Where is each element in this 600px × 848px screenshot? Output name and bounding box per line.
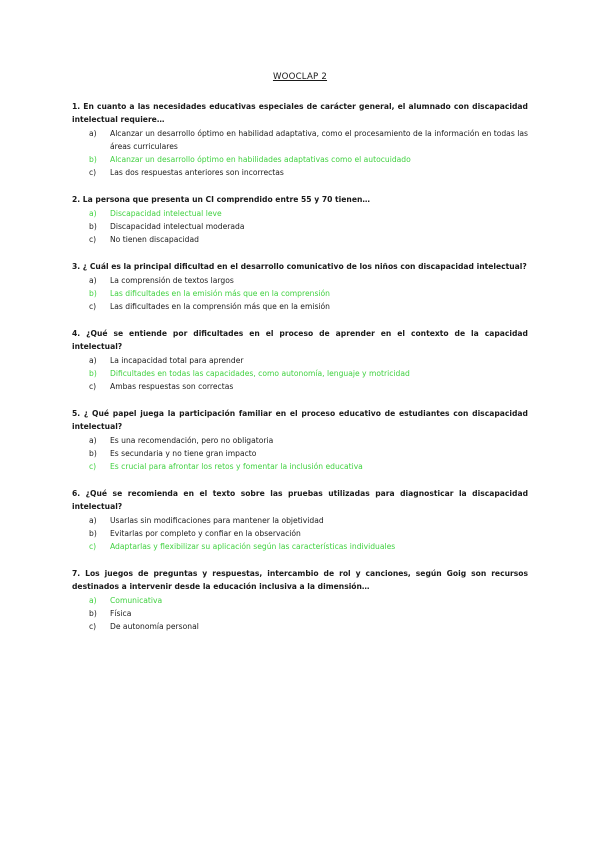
answer-option xyxy=(72,233,528,246)
option-letter: a) xyxy=(89,129,97,138)
option-text: Alcanzar un desarrollo óptimo en habilidad adaptativa, como el procesamiento de la información en todas las áreas curriculares xyxy=(110,129,528,151)
answer-option xyxy=(72,620,528,633)
answer-option-correct xyxy=(72,594,528,607)
option-letter: a) xyxy=(89,436,97,445)
option-text: Evitarlas por completo y confiar en la observación xyxy=(110,529,301,538)
option-text: La comprensión de textos largos xyxy=(110,276,234,285)
option-letter: a) xyxy=(89,356,97,365)
option-text: Las dificultades en la comprensión más que en la emisión xyxy=(110,302,330,311)
question-block xyxy=(72,487,528,553)
question-block xyxy=(72,407,528,473)
option-text: Usarlas sin modificaciones para mantener la objetividad xyxy=(110,516,324,525)
answer-option xyxy=(72,300,528,313)
question-text: 4. ¿Qué se entiende por dificultades en el proceso de aprender en el contexto de la capacidad intelectual? xyxy=(72,329,528,351)
option-letter: b) xyxy=(89,289,97,298)
answer-option xyxy=(72,527,528,540)
answer-option xyxy=(72,127,528,153)
option-text: Discapacidad intelectual leve xyxy=(110,209,222,218)
option-text: No tienen discapacidad xyxy=(110,235,199,244)
answer-option-correct xyxy=(72,207,528,220)
question-list xyxy=(72,100,528,647)
option-text: Física xyxy=(110,609,132,618)
option-letter: a) xyxy=(89,209,97,218)
option-text: Es crucial para afrontar los retos y fomentar la inclusión educativa xyxy=(110,462,363,471)
option-letter: b) xyxy=(89,222,97,231)
answer-option xyxy=(72,434,528,447)
option-text: Las dos respuestas anteriores son incorrectas xyxy=(110,168,284,177)
answer-option xyxy=(72,380,528,393)
option-text: Ambas respuestas son correctas xyxy=(110,382,234,391)
question-block xyxy=(72,193,528,246)
option-text: De autonomía personal xyxy=(110,622,199,631)
option-letter: c) xyxy=(89,302,97,311)
option-letter: b) xyxy=(89,609,97,618)
option-letter: b) xyxy=(89,155,97,164)
option-text: Dificultades en todas las capacidades, como autonomía, lenguaje y motricidad xyxy=(110,369,410,378)
option-letter: c) xyxy=(89,382,97,391)
answer-option xyxy=(72,447,528,460)
option-letter: a) xyxy=(89,596,97,605)
option-letter: b) xyxy=(89,369,97,378)
option-letter: b) xyxy=(89,529,97,538)
answer-option xyxy=(72,274,528,287)
question-block xyxy=(72,100,528,179)
option-text: Discapacidad intelectual moderada xyxy=(110,222,245,231)
question-block xyxy=(72,567,528,633)
option-text: Las dificultades en la emisión más que en la comprensión xyxy=(110,289,330,298)
question-text: 2. La persona que presenta un CI comprendido entre 55 y 70 tienen… xyxy=(72,195,370,204)
answer-option xyxy=(72,607,528,620)
option-letter: b) xyxy=(89,449,97,458)
option-text: Comunicativa xyxy=(110,596,163,605)
answer-option-correct xyxy=(72,460,528,473)
option-text: Es una recomendación, pero no obligatoria xyxy=(110,436,274,445)
option-letter: c) xyxy=(89,168,97,177)
option-text: La incapacidad total para aprender xyxy=(110,356,244,365)
answer-option-correct xyxy=(72,153,528,166)
option-text: Adaptarlas y flexibilizar su aplicación según las características individuales xyxy=(110,542,396,551)
answer-option xyxy=(72,166,528,179)
option-text: Es secundaria y no tiene gran impacto xyxy=(110,449,257,458)
question-text: 5. ¿ Qué papel juega la participación familiar en el proceso educativo de estudiantes con discapacidad intelectual? xyxy=(72,409,528,431)
option-letter: c) xyxy=(89,462,97,471)
answer-option-correct xyxy=(72,287,528,300)
answer-option-correct xyxy=(72,540,528,553)
answer-option xyxy=(72,514,528,527)
question-block xyxy=(72,260,528,313)
question-text: 6. ¿Qué se recomienda en el texto sobre las pruebas utilizadas para diagnosticar la discapacidad intelectual? xyxy=(72,489,528,511)
question-block xyxy=(72,327,528,393)
option-text: Alcanzar un desarrollo óptimo en habilidades adaptativas como el autocuidado xyxy=(110,155,411,164)
question-text: 7. Los juegos de preguntas y respuestas, intercambio de rol y canciones, según Goig son recursos destinados a intervenir desde la educación inclusiva a la dimensión… xyxy=(72,569,528,591)
document-title: WOOCLAP 2 xyxy=(272,72,328,82)
answer-option xyxy=(72,220,528,233)
option-letter: a) xyxy=(89,516,97,525)
question-text: 3. ¿ Cuál es la principal dificultad en el desarrollo comunicativo de los niños con discapacidad intelectual? xyxy=(72,262,527,271)
answer-option-correct xyxy=(72,367,528,380)
answer-option xyxy=(72,354,528,367)
option-letter: c) xyxy=(89,622,97,631)
option-letter: a) xyxy=(89,276,97,285)
option-letter: c) xyxy=(89,542,97,551)
option-letter: c) xyxy=(89,235,97,244)
question-text: 1. En cuanto a las necesidades educativas especiales de carácter general, el alumnado con discapacidad intelectual requiere… xyxy=(72,102,528,124)
